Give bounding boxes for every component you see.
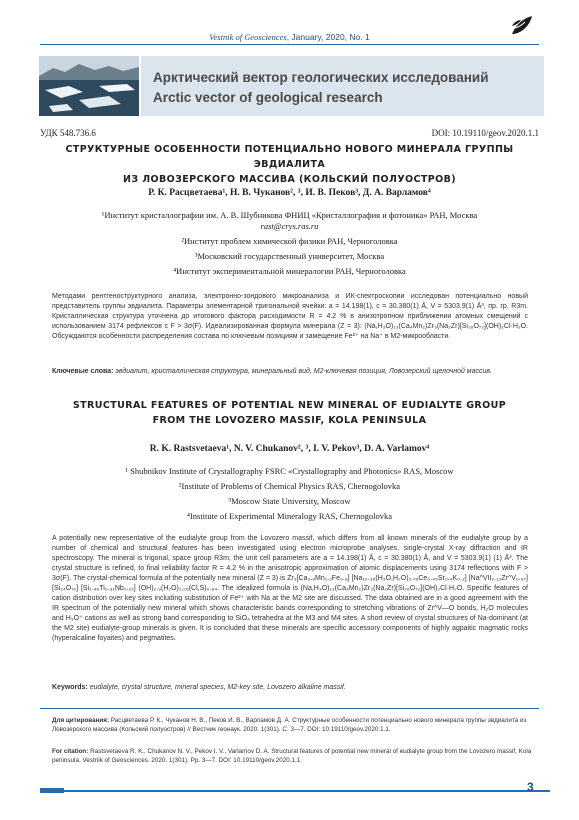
- page-number: 3: [527, 780, 534, 794]
- authors-ru: Р. К. Расцветаева¹, Н. В. Чуканов², ³, И. В. Пеков³, Д. А. Варламов⁴: [148, 188, 431, 198]
- abstract-ru: Методами рентгеноструктурного анализа, электронно-зондового микроанализа и ИК-спектроскопии исследован потенциально новый представитель группы эвдиалита. Параметры элементарной тригональной ячейки: a = 14.198(1), c = 30.380(1) Å, V = 5303.9(1) Å³, пр. гр. R3m. Кристаллическая структура уточнена до итогового фактора расходимости R = 4.2 % в анизотропном приближении атомных смещений с использованием 3174 рефлексов с F > 3σ(F). Идеализированная формула минерала (Z = 3): (Na,H₃O)₁₃(Ca₄Mn₂)Zr₃(Na₂Zr)[Si₂₆O₇₂](OH)₂Cl·H₂O. Обсуждаются особенности распределения состава по ключевым позициям и замещение Fe²⁺ на Na⁺ в M2-микрообласти.: [52, 293, 528, 340]
- rubric-title-en: Arctic vector of geological research: [153, 90, 383, 105]
- affiliation-ru-2: ²Институт проблем химической физики РАН, Черноголовка: [181, 236, 398, 246]
- title-ru: [40, 142, 539, 187]
- authors-en: R. K. Rastsvetaeva¹, N. V. Chukanov², ³, I. V. Pekov³, D. A. Varlamov⁴: [149, 444, 430, 454]
- title-en: [40, 398, 539, 428]
- udk-code: УДК 548.736.6: [40, 128, 96, 138]
- journal-running-title: [0, 32, 579, 42]
- title-en-line-1: STRUCTURAL FEATURES OF POTENTIAL NEW MINERAL OF EUDIALYTE GROUP: [72, 400, 507, 411]
- author-email[interactable]: rast@crys.ras.ru: [260, 221, 319, 231]
- header-rule: [40, 44, 539, 45]
- affiliations-ru: [40, 210, 539, 277]
- rubric-title-ru: Арктический вектор геологических исследований: [153, 70, 489, 85]
- journal-name: Vestnik of Geosciences: [209, 32, 287, 42]
- footer-rule: [40, 790, 550, 792]
- footer-accent: [40, 788, 64, 793]
- keywords-en-label: Keywords:: [52, 684, 88, 691]
- banner-band: [141, 56, 544, 116]
- affiliation-ru-4: ⁴Институт экспериментальной минералогии РАН, Черноголовка: [173, 266, 406, 276]
- keywords-en: [52, 683, 528, 693]
- keywords-ru: [52, 367, 528, 377]
- keywords-ru-label: Ключевые слова:: [52, 368, 114, 375]
- rubric-banner: [39, 56, 544, 116]
- keywords-en-text: eudialyte, crystal structure, mineral species, M2-key site, Lovozero alkaline massif.: [87, 684, 346, 691]
- affiliation-en-4: ⁴Institute of Experimental Mineralogy RAS, Chernogolovka: [186, 511, 393, 521]
- doi: DOI: 10.19110/geov.2020.1.1: [431, 128, 539, 138]
- title-ru-line-1: СТРУКТУРНЫЕ ОСОБЕННОСТИ ПОТЕНЦИАЛЬНО НОВОГО МИНЕРАЛА ГРУППЫ ЭВДИАЛИТА: [65, 144, 514, 170]
- affiliation-ru-3: ³Московский государственный университет, Москва: [194, 251, 385, 261]
- affiliation-en-1: ¹ Shubnikov Institute of Crystallography FSRC «Crystallography and Photonics» RAS, Moscow: [125, 466, 454, 476]
- journal-issue: , January, 2020, No. 1: [286, 32, 370, 42]
- citation-en-text: Rastsvetaeva R. K., Chukanov N. V., Pekov I. V., Varlamov D. A. Structural features of potential new mineral of eudialyte group from the Lovozero massif, Kola peninsula. Vestnik of Geosciences. 2020. 1(301). Pp. 3—7. DOI: 10.19110/geov.2020.1.1.: [52, 748, 532, 764]
- citation-ru-text: Расцветаева Р. К., Чуканов Н. В., Пеков И. В., Варламов Д. А. Структурные особенности потенциально нового минерала группы эвдиалита из Ловозерского массива (Кольский полуостров) // Вестник геонаук. 2020. 1(301). С. 3—7. DOI: 10.19110/geov.2020.1.1.: [52, 717, 527, 733]
- citation-en-label: For citation:: [52, 748, 89, 755]
- citation-ru-label: Для цитирования:: [52, 717, 110, 724]
- title-ru-line-2: ИЗ ЛОВОЗЕРСКОГО МАССИВА (КОЛЬСКИЙ ПОЛУОСТРОВ): [123, 174, 456, 185]
- title-en-line-2: FROM THE LOVOZERO MASSIF, KOLA PENINSULA: [152, 415, 427, 426]
- citation-en: [52, 747, 532, 765]
- keywords-ru-text: эвдиалит, кристаллическая структура, минеральный вид, M2-ключевая позиция, Ловозерский щелочной массив.: [113, 368, 492, 375]
- affiliation-ru-1: ¹Институт кристаллографии им. А. В. Шубникова ФНИЦ «Кристаллография и фотоника» РАН, Москва: [101, 210, 478, 220]
- affiliation-en-2: ²Institute of Problems of Chemical Physics RAS, Chernogolovka: [178, 481, 401, 491]
- arctic-iceberg-photo: [39, 56, 139, 116]
- abstract-en: A potentially new representative of the eudialyte group from the Lovozero massif, which differs from all known minerals of the eudialyte group by a number of chemical and structural features has been investigated using electron microprobe analyses, single-crystal X-ray diffraction and IR spectroscopy. The mineral is trigonal, space group R3m; the unit cell parameters are a = 14.198(1) Å, c = 30.380(1) Å, and V = 5303.9(1) (1) Å³. The crystal structure is refined, to final reliability factor R = 4.2 % in the anisotropic approximation of atomic displacements using 3174 reflections with F > 3σ(F). The crystal-chemical formula of the potentially new mineral (Z = 3) is Zr₃[Ca₃.₉Mn₁.₂Fe₀.₉] [Na₁₀.₃₈(H₃O,H₂O)₂.₇₉Ce₀.₄₅Sr₀.₄K₀.₂] [Na^VII₂.₁₃Zr^V₀.₈₇] [Si₂₄O₇₂] [Si₁.₄₈Ti₀.₃₁Nb₀.₂₁] (OH)₂.₉(H₂O)₁.₂₆(Cl,S)₀.₉₄. The idealized formula is (Na,H₃O)₁₃(Ca₄Mn₂)Zr₃(Na₂Zr)[Si₂₆O₇₂](OH)₂Cl·H₂O. Specific features of cation distribution over key sites including substitution of Fe²⁺ with Na at the M2 site are discussed. The data obtained are in a good agreement with the IR spectrum of the potentially new mineral which shows characteristic bands corresponding to stretching vibrations of Zr^V—O bonds, H₂O molecules and H₃O⁺ cations as well as strong band corresponding to SiO₄ tetrahedra at the M3 and M4 sites. A short review of crystal structures of Na-dominant (at the M2 site) eudialyte-group minerals is given. It is concluded that these minerals are specific accessory components of highly agpaitic magmatic rocks (hyperalcaline foyaites) and pegmatites.: [52, 535, 528, 642]
- citation-rule: [40, 708, 539, 709]
- page-header: [0, 0, 579, 52]
- affiliations-en: [40, 466, 539, 522]
- citation-ru: [52, 716, 532, 734]
- affiliation-en-3: ³Moscow State University, Moscow: [228, 496, 351, 506]
- leaf-logo-icon: [510, 14, 534, 36]
